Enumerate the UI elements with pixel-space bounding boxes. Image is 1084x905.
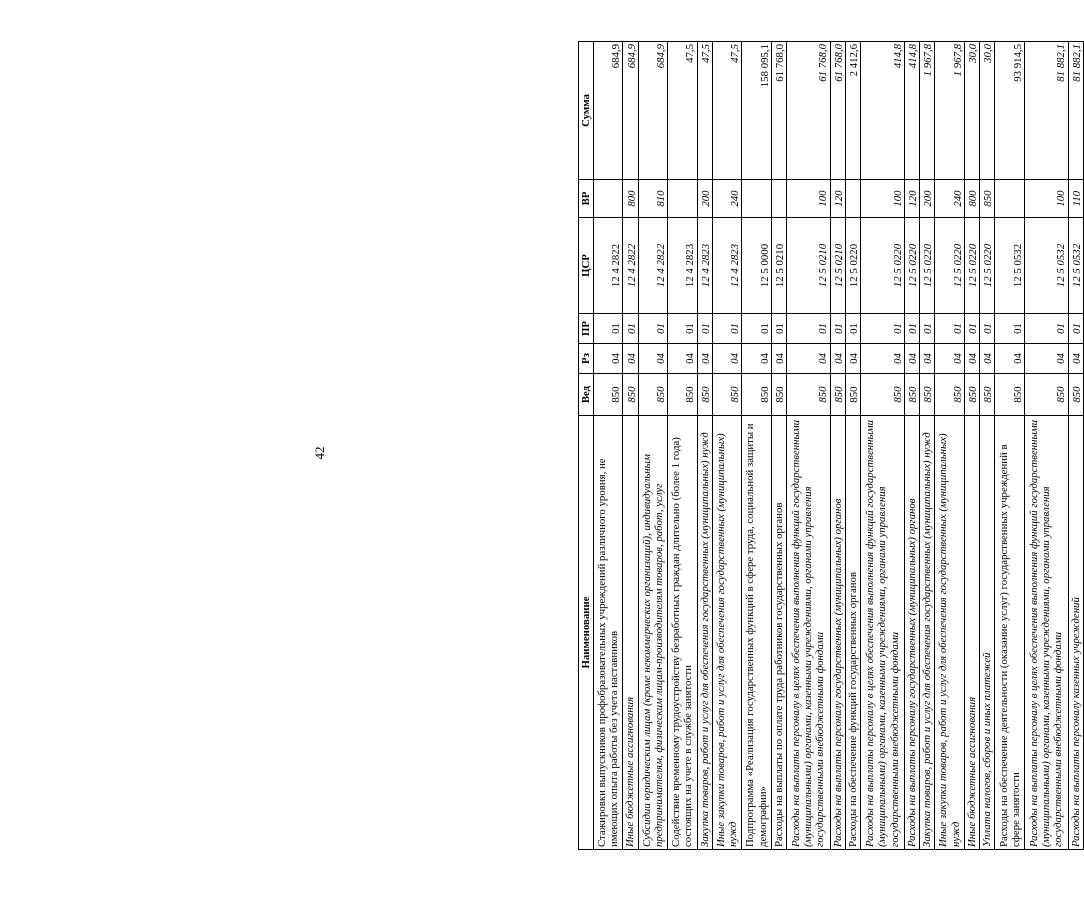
cell-pr: 01 [964, 314, 979, 344]
cell-sum: 2 412,6 [845, 42, 860, 180]
cell-name: Закупка товаров, работ и услуг для обеспечения государственных (муниципальных) нужд [697, 416, 712, 850]
cell-vr: 100 [1024, 180, 1068, 218]
table-row [742, 42, 771, 850]
cell-sum: 47,5 [668, 42, 697, 180]
cell-sum: 93 914,5 [995, 42, 1024, 180]
cell-vr: 100 [861, 180, 905, 218]
cell-vr [995, 180, 1024, 218]
cell-name: Расходы на выплаты по оплате труда работников государственных органов [771, 416, 786, 850]
cell-sum: 1 967,8 [920, 42, 935, 180]
cell-ved: 850 [904, 374, 919, 416]
cell-vr: 110 [1068, 180, 1083, 218]
cell-rz: 04 [830, 344, 845, 374]
cell-rz: 04 [668, 344, 697, 374]
cell-vr [594, 180, 623, 218]
cell-pr: 01 [935, 314, 964, 344]
cell-csr: 12 5 0220 [845, 218, 860, 314]
cell-vr: 800 [964, 180, 979, 218]
cell-sum: 684,9 [638, 42, 667, 180]
cell-csr: 12 4 2823 [668, 218, 697, 314]
cell-ved: 850 [668, 374, 697, 416]
cell-name: Расходы на обеспечение деятельности (оказание услуг) государственных учреждений в сфере занятости [995, 416, 1024, 850]
cell-rz: 04 [995, 344, 1024, 374]
cell-name: Закупка товаров, работ и услуг для обеспечения государственных (муниципальных) нужд [920, 416, 935, 850]
cell-name: Субсидии юридическим лицам (кроме некоммерческих организаций), индивидуальным предпринимателям, физическим лицам-производителям товаров, работ, услуг [638, 416, 667, 850]
cell-csr: 12 4 2822 [623, 218, 638, 314]
table-row [964, 42, 979, 850]
cell-csr: 12 5 0532 [1024, 218, 1068, 314]
budget-table [578, 41, 1084, 850]
cell-csr: 12 4 2822 [638, 218, 667, 314]
table-row [830, 42, 845, 850]
cell-vr: 200 [697, 180, 712, 218]
cell-pr: 01 [771, 314, 786, 344]
header-sum: Сумма [579, 42, 594, 180]
cell-csr: 12 5 0000 [742, 218, 771, 314]
cell-rz: 04 [920, 344, 935, 374]
table-row [920, 42, 935, 850]
cell-csr: 12 5 0220 [920, 218, 935, 314]
cell-rz: 04 [1068, 344, 1083, 374]
cell-rz: 04 [712, 344, 741, 374]
cell-ved: 850 [594, 374, 623, 416]
cell-pr: 01 [830, 314, 845, 344]
cell-name: Содействие временному трудоустройству безработных граждан длительно (более 1 года) состоящих на учете в службе занятости [668, 416, 697, 850]
cell-csr: 12 5 0532 [995, 218, 1024, 314]
cell-csr: 12 4 2823 [697, 218, 712, 314]
cell-sum: 30,0 [964, 42, 979, 180]
cell-pr: 01 [742, 314, 771, 344]
cell-ved: 850 [771, 374, 786, 416]
table-row [771, 42, 786, 850]
cell-pr: 01 [1068, 314, 1083, 344]
table-row [1068, 42, 1083, 850]
table-row [935, 42, 964, 850]
cell-csr: 12 5 0210 [787, 218, 831, 314]
header-vr: ВР [579, 180, 594, 218]
cell-rz: 04 [742, 344, 771, 374]
cell-rz: 04 [845, 344, 860, 374]
cell-pr: 01 [920, 314, 935, 344]
cell-vr: 810 [638, 180, 667, 218]
cell-name: Подпрограмма «Реализация государственных функций в сфере труда, социальной защиты и демографии» [742, 416, 771, 850]
cell-rz: 04 [904, 344, 919, 374]
cell-sum: 684,9 [594, 42, 623, 180]
table-row [623, 42, 638, 850]
table-row [697, 42, 712, 850]
cell-ved: 850 [845, 374, 860, 416]
cell-vr: 850 [980, 180, 995, 218]
cell-name: Расходы на выплаты персоналу государственных (муниципальных) органов [904, 416, 919, 850]
cell-rz: 04 [787, 344, 831, 374]
cell-csr: 12 5 0210 [830, 218, 845, 314]
cell-ved: 850 [742, 374, 771, 416]
cell-sum: 684,9 [623, 42, 638, 180]
table-row [995, 42, 1024, 850]
cell-ved: 850 [1068, 374, 1083, 416]
cell-name: Расходы на выплаты персоналу в целях обеспечения выполнения функций государственными (муниципальными) органами, казенными учреждениями, органами управления государственными внебюджетными фондами [861, 416, 905, 850]
cell-csr: 12 5 0220 [861, 218, 905, 314]
cell-rz: 04 [638, 344, 667, 374]
cell-ved: 850 [861, 374, 905, 416]
cell-rz: 04 [771, 344, 786, 374]
cell-pr: 01 [638, 314, 667, 344]
cell-csr: 12 5 0220 [964, 218, 979, 314]
cell-rz: 04 [935, 344, 964, 374]
cell-sum: 158 095,1 [742, 42, 771, 180]
table-row [845, 42, 860, 850]
cell-rz: 04 [623, 344, 638, 374]
cell-pr: 01 [787, 314, 831, 344]
cell-pr: 01 [668, 314, 697, 344]
table-row [712, 42, 741, 850]
table-row [980, 42, 995, 850]
cell-pr: 01 [712, 314, 741, 344]
header-pr: ПР [579, 314, 594, 344]
cell-name: Расходы на выплаты персоналу казенных учреждений [1068, 416, 1083, 850]
table-row [1024, 42, 1068, 850]
cell-csr: 12 4 2822 [594, 218, 623, 314]
cell-ved: 850 [830, 374, 845, 416]
cell-vr: 120 [830, 180, 845, 218]
cell-rz: 04 [861, 344, 905, 374]
cell-vr: 240 [712, 180, 741, 218]
cell-sum: 61 768,0 [771, 42, 786, 180]
cell-pr: 01 [594, 314, 623, 344]
cell-name: Иные бюджетные ассигнования [964, 416, 979, 850]
cell-pr: 01 [904, 314, 919, 344]
header-csr: ЦСР [579, 218, 594, 314]
table-row [668, 42, 697, 850]
cell-sum: 81 882,1 [1024, 42, 1068, 180]
cell-name: Расходы на выплаты персоналу государственных (муниципальных) органов [830, 416, 845, 850]
cell-sum: 47,5 [697, 42, 712, 180]
cell-vr: 120 [904, 180, 919, 218]
cell-ved: 850 [712, 374, 741, 416]
cell-name: Расходы на обеспечение функций государственных органов [845, 416, 860, 850]
cell-vr: 100 [787, 180, 831, 218]
header-name: Наименование [579, 416, 594, 850]
table-row [861, 42, 905, 850]
cell-sum: 414,8 [861, 42, 905, 180]
table-row [787, 42, 831, 850]
cell-sum: 61 768,0 [787, 42, 831, 180]
cell-pr: 01 [697, 314, 712, 344]
cell-name: Иные бюджетные ассигнования [623, 416, 638, 850]
header-rz: Рз [579, 344, 594, 374]
cell-csr: 12 5 0220 [935, 218, 964, 314]
cell-name: Расходы на выплаты персоналу в целях обеспечения выполнения функций государственными (муниципальными) органами, казенными учреждениями, органами управления государственными внебюджетными фондами [1024, 416, 1068, 850]
cell-sum: 1 967,8 [935, 42, 964, 180]
cell-csr: 12 5 0210 [771, 218, 786, 314]
cell-csr: 12 5 0220 [904, 218, 919, 314]
cell-sum: 81 882,1 [1068, 42, 1083, 180]
cell-sum: 61 768,0 [830, 42, 845, 180]
cell-name: Стажировки выпускников профобразовательных учреждений различного уровня, не имеющих опыта работы без учета наставников [594, 416, 623, 850]
table-row [904, 42, 919, 850]
table-row [638, 42, 667, 850]
page-number: 42 [312, 446, 327, 460]
cell-ved: 850 [787, 374, 831, 416]
cell-pr: 01 [845, 314, 860, 344]
cell-name: Расходы на выплаты персоналу в целях обеспечения выполнения функций государственными (муниципальными) органами, казенными учреждениями, органами управления государственными внебюджетными фондами [787, 416, 831, 850]
cell-vr: 200 [920, 180, 935, 218]
cell-csr: 12 4 2823 [712, 218, 741, 314]
cell-sum: 414,8 [904, 42, 919, 180]
cell-vr: 240 [935, 180, 964, 218]
cell-rz: 04 [697, 344, 712, 374]
cell-vr [668, 180, 697, 218]
header-row [579, 42, 594, 850]
table-body [594, 42, 1084, 850]
cell-rz: 04 [980, 344, 995, 374]
cell-vr: 800 [623, 180, 638, 218]
cell-pr: 01 [1024, 314, 1068, 344]
cell-ved: 850 [995, 374, 1024, 416]
header-ved: Вед [579, 374, 594, 416]
cell-pr: 01 [861, 314, 905, 344]
cell-vr [845, 180, 860, 218]
table-row [594, 42, 623, 850]
cell-name: Уплата налогов, сборов и иных платежей [980, 416, 995, 850]
cell-pr: 01 [980, 314, 995, 344]
cell-sum: 30,0 [980, 42, 995, 180]
cell-ved: 850 [638, 374, 667, 416]
cell-vr [771, 180, 786, 218]
cell-name: Иные закупки товаров, работ и услуг для обеспечения государственных (муниципальных) нужд [712, 416, 741, 850]
cell-ved: 850 [935, 374, 964, 416]
cell-pr: 01 [995, 314, 1024, 344]
cell-sum: 47,5 [712, 42, 741, 180]
rotated-page-content [578, 42, 1084, 850]
cell-ved: 850 [920, 374, 935, 416]
cell-vr [742, 180, 771, 218]
cell-ved: 850 [964, 374, 979, 416]
cell-rz: 04 [1024, 344, 1068, 374]
cell-ved: 850 [980, 374, 995, 416]
cell-ved: 850 [697, 374, 712, 416]
cell-pr: 01 [623, 314, 638, 344]
cell-csr: 12 5 0220 [980, 218, 995, 314]
cell-csr: 12 5 0532 [1068, 218, 1083, 314]
cell-name: Иные закупки товаров, работ и услуг для обеспечения государственных (муниципальных) нужд [935, 416, 964, 850]
cell-ved: 850 [1024, 374, 1068, 416]
cell-rz: 04 [964, 344, 979, 374]
cell-rz: 04 [594, 344, 623, 374]
cell-ved: 850 [623, 374, 638, 416]
